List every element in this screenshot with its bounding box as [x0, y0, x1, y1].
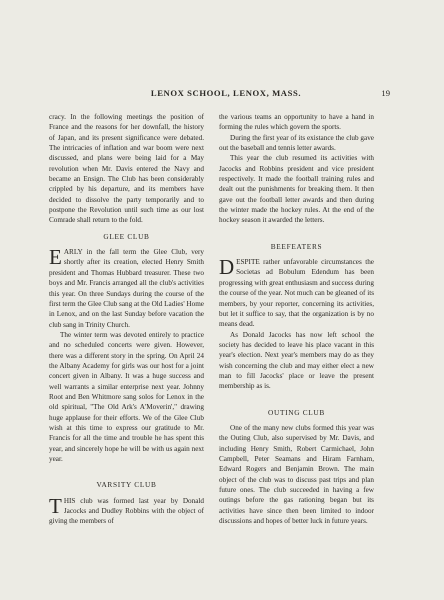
right-column	[219, 112, 374, 526]
page-number: 19	[381, 88, 390, 98]
beefeaters-paragraph-1	[219, 257, 374, 329]
beefeaters-dropcap: D	[219, 255, 235, 280]
varsity-club-continuation: the various teams an opportunity to have a hand in forming the rules which govern the sports.	[219, 113, 374, 132]
running-title: LENOX SCHOOL, LENOX, MASS.	[150, 88, 302, 98]
beefeaters-paragraph-1-text: ESPITE rather unfavorable circumstances the Societas ad Bobulum Edendum has been progressing with great enthusiasm and success during the course of the year. Not much can be gleaned of its members, by your reporter, concerning its activities, but let it suffice to say, that the organization is by no means dead.	[219, 258, 374, 329]
page-header	[0, 88, 444, 100]
beefeaters-paragraph-2: As Donald Jacocks has now left school the society has decided to leave his place vacant in this year's election. Next year's members may do as they wish concerning the club and may either elect a new man to fill Jacocks' place or leave the present membership as is.	[219, 330, 374, 391]
politics-club-continuation: cracy. In the following meetings the position of France and the reasons for her downfall, the history of Japan, and its present significance were debated. The intricacies of inflation and war boom were next discussed, and plans were being laid for a May revolution when Mr. Davis entered the Navy and became an Ensign. The Club has been considerably crippled by his departure, and its members have decided to dissolve the party temporarily and to postpone the Revolution until such time as our lost Comrade shall return to the fold.	[49, 113, 204, 225]
varsity-club-heading: VARSITY CLUB	[96, 480, 157, 490]
varsity-club-dropcap: T	[49, 493, 62, 518]
glee-club-paragraph-1-text: ARLY in the fall term the Glee Club, very shortly after its creation, elected Henry Smith president and Thomas Hubbard treasurer. These two boys and Mr. Francis arranged all the club's activities this year. On three Sundays during the course of the first term the Glee Club sang at the Old Ladies' Home in Lenox, and on the last Sunday before vacation the club sang in Trinity Church.	[49, 248, 204, 329]
glee-club-paragraph-2: The winter term was devoted entirely to practice and no scheduled concerts were given. However, there was a different story in the spring. On April 24 the Albany Academy for girls was our host for a joint concert given in Albany. It was a huge success and well warrants a similar enterprise next year. Johnny Root and Ben Whitmore sang solos for Lenox in the old spiritual, "The Old Ark's A'Moverin'," drawing huge applause for their efforts. We of the Glee Club wish at this time to express our gratitude to Mr. Francis for all the time and trouble he has spent this year, and sincerely hope he will be with us again next year.	[49, 330, 204, 463]
outing-club-paragraph-1: One of the many new clubs formed this year was the Outing Club, also supervised by Mr. Davis, and including Henry Smith, Robert Carmichael, John Campbell, Peter Seamans and Hiram Farnham, Edward Rogers and Benjamin Brown. The main object of the club was to discuss past trips and plan future ones. The club succeeded in having a few outings before the gas rationing began but its activities have since then been limited to indoor discussions and hopes of better luck in future years.	[219, 423, 374, 526]
varsity-club-paragraph-3: This year the club resumed its activities with Jacocks and Robbins president and vice president respectively. It made the football training rules and dealt out the punishments for breaking them. It then gave out the football letter awards and then during the winter made the hockey rules. At the end of the hockey season it awarded the letters.	[219, 154, 374, 225]
left-column	[49, 112, 204, 527]
glee-club-heading: GLEE CLUB	[103, 231, 150, 241]
glee-club-dropcap: E	[49, 245, 62, 270]
glee-club-paragraph-1	[49, 247, 204, 330]
varsity-club-paragraph-1	[49, 493, 204, 527]
outing-club-heading: OUTING CLUB	[268, 407, 325, 417]
beefeaters-heading: BEEFEATERS	[270, 241, 323, 251]
varsity-club-paragraph-2: During the first year of its existance the club gave out the baseball and tennis letter awards.	[219, 133, 374, 153]
varsity-club-paragraph-1-text: HIS club was formed last year by Donald Jacocks and Dudley Robbins with the object of giving the members of	[49, 496, 204, 526]
